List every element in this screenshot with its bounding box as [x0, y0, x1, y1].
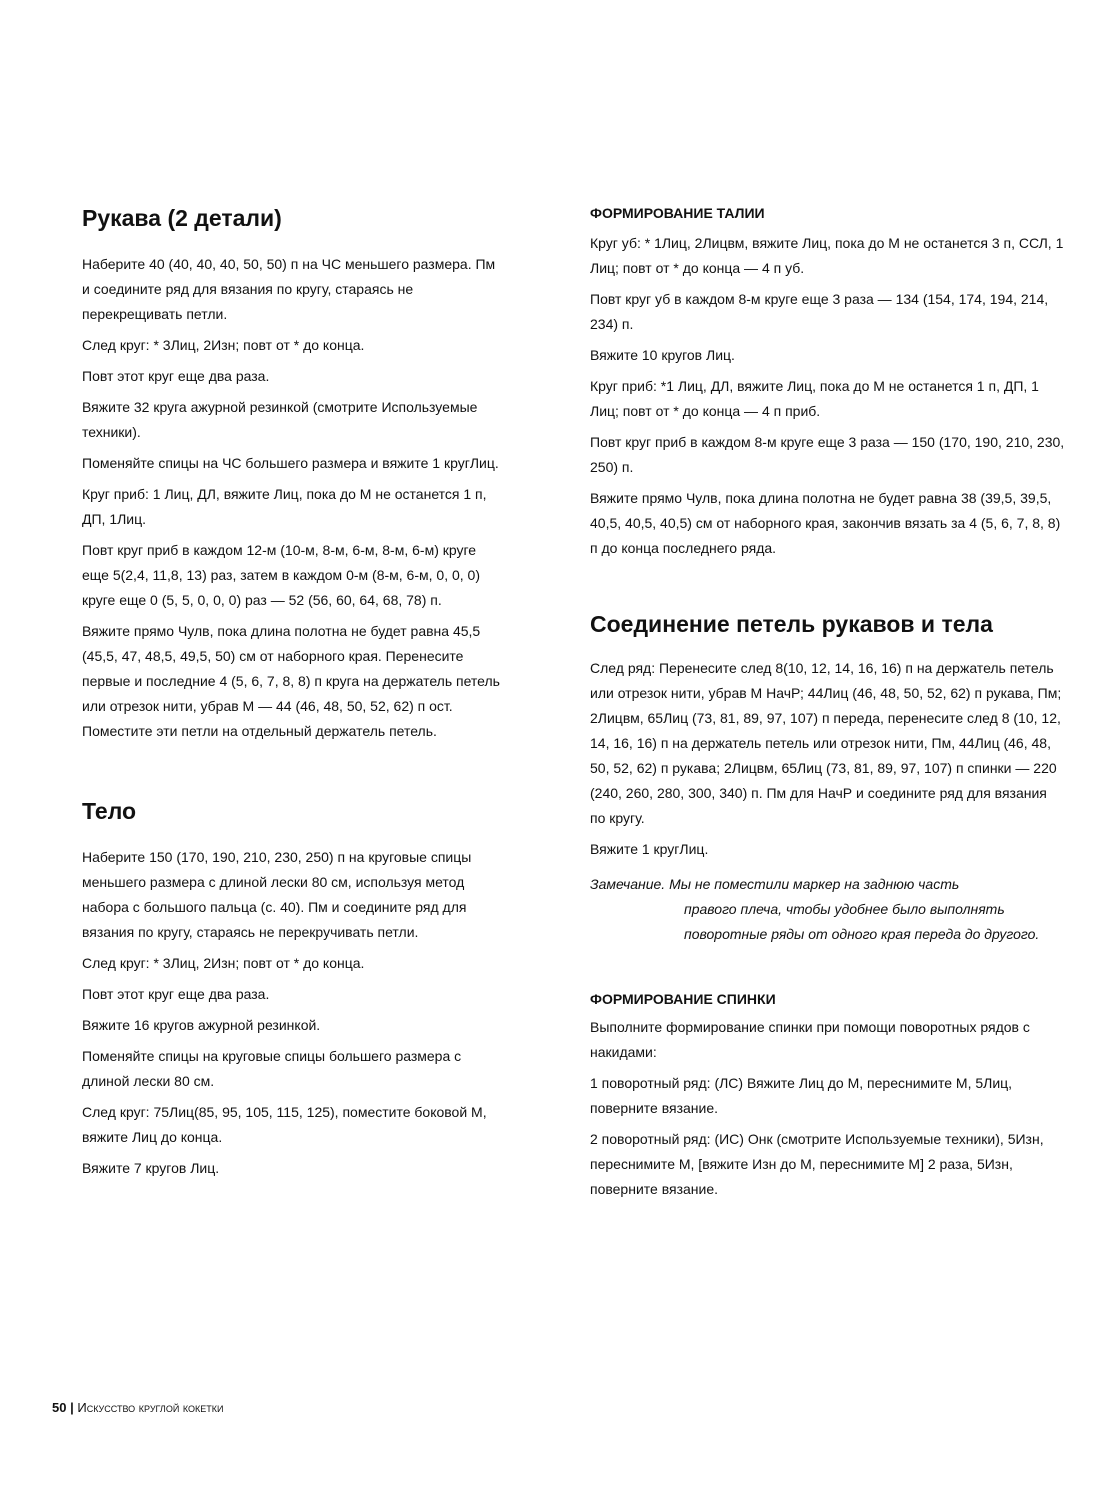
- paragraph: След круг: * 3Лиц, 2Изн; повт от * до конца.: [82, 955, 365, 971]
- paragraph: Выполните формирование спинки при помощи поворотных рядов с накидами:: [590, 1019, 1030, 1060]
- left-column: [82, 205, 502, 1187]
- paragraph: Поменяйте спицы на ЧС большего размера и вяжите 1 кругЛиц.: [82, 455, 499, 471]
- note-first-line: Замечание. Мы не поместили маркер на заднюю часть: [590, 876, 960, 892]
- paragraph: Повт этот круг еще два раза.: [82, 986, 270, 1002]
- paragraph: Круг приб: *1 Лиц, ДЛ, вяжите Лиц, пока до М не останется 1 п, ДП, 1 Лиц; повт от * до конца — 4 п приб.: [590, 378, 1039, 419]
- paragraph: Вяжите 16 кругов ажурной резинкой.: [82, 1017, 321, 1033]
- paragraph: Вяжите 7 кругов Лиц.: [82, 1160, 220, 1176]
- paragraph: Вяжите прямо Чулв, пока длина полотна не будет равна 45,5 (45,5, 47, 48,5, 49,5, 50) см от наборного края. Перенесите первые и последние 4 (5, 6, 7, 8, 8) п круга на держатель петель или отрезок нити, убрав М — 44 (46, 48, 50, 52, 62) п ост. Поместите эти петли на отдельный держатель петель.: [82, 623, 500, 739]
- paragraph: Наберите 150 (170, 190, 210, 230, 250) п на круговые спицы меньшего размера с длиной лески 80 см, используя метод набора с большого пальца (с. 40). Пм и соедините ряд для вязания по кругу, стараясь не перекручивать петли.: [82, 849, 472, 940]
- paragraph: Круг уб: * 1Лиц, 2Лицвм, вяжите Лиц, пока до М не останется 3 п, ССЛ, 1 Лиц; повт от * до конца — 4 п уб.: [590, 235, 1064, 276]
- paragraph: Поменяйте спицы на круговые спицы большего размера с длиной лески 80 см.: [82, 1048, 462, 1089]
- note: [590, 872, 1065, 947]
- paragraph: Круг приб: 1 Лиц, ДЛ, вяжите Лиц, пока до М не останется 1 п, ДП, 1Лиц.: [82, 486, 487, 527]
- paragraph: Вяжите прямо Чулв, пока длина полотна не будет равна 38 (39,5, 39,5, 40,5, 40,5, 40,5) см от наборного края, закончив вязать за 4 (5, 6, 7, 8, 8) п до конца последнего ряда.: [590, 490, 1061, 556]
- paragraph: Вяжите 32 круга ажурной резинкой (смотрите Используемые техники).: [82, 399, 478, 440]
- section-heading-joining: Соединение петель рукавов и тела: [590, 611, 993, 637]
- paragraph: След ряд: Перенесите след 8(10, 12, 14, 16, 16) п на держатель петель или отрезок нити, убрав М НачР; 44Лиц (46, 48, 50, 52, 62) п рукава, Пм; 2Лицвм, 65Лиц (73, 81, 89, 97, 107) п переда, перенесите след 8 (10, 12, 14, 16, 16) п на держатель петель или отрезок нити, Пм, 44Лиц (46, 48, 50, 52, 62) п рукава; 2Лицвм, 65Лиц (73, 81, 89, 97, 107) п спинки — 220 (240, 260, 280, 300, 340) п. Пм для НачР и соедините ряд для вязания по кругу.: [590, 660, 1062, 826]
- right-column: [590, 205, 1065, 1208]
- paragraph: След круг: 75Лиц(85, 95, 105, 115, 125), поместите боковой М, вяжите Лиц до конца.: [82, 1104, 487, 1145]
- note-continuation: правого плеча, чтобы удобнее было выполнять поворотные ряды от одного края переда до другого.: [684, 901, 1040, 942]
- paragraph: Повт круг приб в каждом 12-м (10-м, 8-м, 6-м, 8-м, 6-м) круге еще 5(2,4, 11,8, 13) раз, затем в каждом 0-м (8-м, 6-м, 0, 0, 0) круге еще 0 (5, 5, 0, 0, 0) раз — 52 (56, 60, 64, 68, 78) п.: [82, 542, 480, 608]
- book-title: Искусство круглой кокетки: [77, 1400, 224, 1415]
- paragraph: Повт круг приб в каждом 8-м круге еще 3 раза — 150 (170, 190, 210, 230, 250) п.: [590, 434, 1065, 475]
- paragraph: Повт круг уб в каждом 8-м круге еще 3 раза — 134 (154, 174, 194, 214, 234) п.: [590, 291, 1049, 332]
- paragraph: Вяжите 10 кругов Лиц.: [590, 347, 735, 363]
- paragraph: Повт этот круг еще два раза.: [82, 368, 270, 384]
- paragraph: Наберите 40 (40, 40, 40, 50, 50) п на ЧС меньшего размера. Пм и соедините ряд для вязания по кругу, стараясь не перекрещивать петли.: [82, 256, 496, 322]
- paragraph: 2 поворотный ряд: (ИС) Онк (смотрите Используемые техники), 5Изн, переснимите М, [вяжите Изн до М, переснимите М] 2 раза, 5Изн, поверните вязание.: [590, 1131, 1044, 1197]
- page-number: 50: [52, 1400, 67, 1415]
- paragraph: След круг: * 3Лиц, 2Изн; повт от * до конца.: [82, 337, 365, 353]
- section-heading-body: Тело: [82, 798, 137, 824]
- paragraph: 1 поворотный ряд: (ЛС) Вяжите Лиц до М, переснимите М, 5Лиц, поверните вязание.: [590, 1075, 1013, 1116]
- footer-separator: |: [70, 1400, 74, 1415]
- page-footer: [52, 1400, 224, 1415]
- section-heading-sleeves: Рукава (2 детали): [82, 205, 282, 231]
- paragraph: Вяжите 1 кругЛиц.: [590, 841, 709, 857]
- subheading-waist: ФОРМИРОВАНИЕ ТАЛИИ: [590, 205, 765, 221]
- subheading-back: ФОРМИРОВАНИЕ СПИНКИ: [590, 991, 776, 1007]
